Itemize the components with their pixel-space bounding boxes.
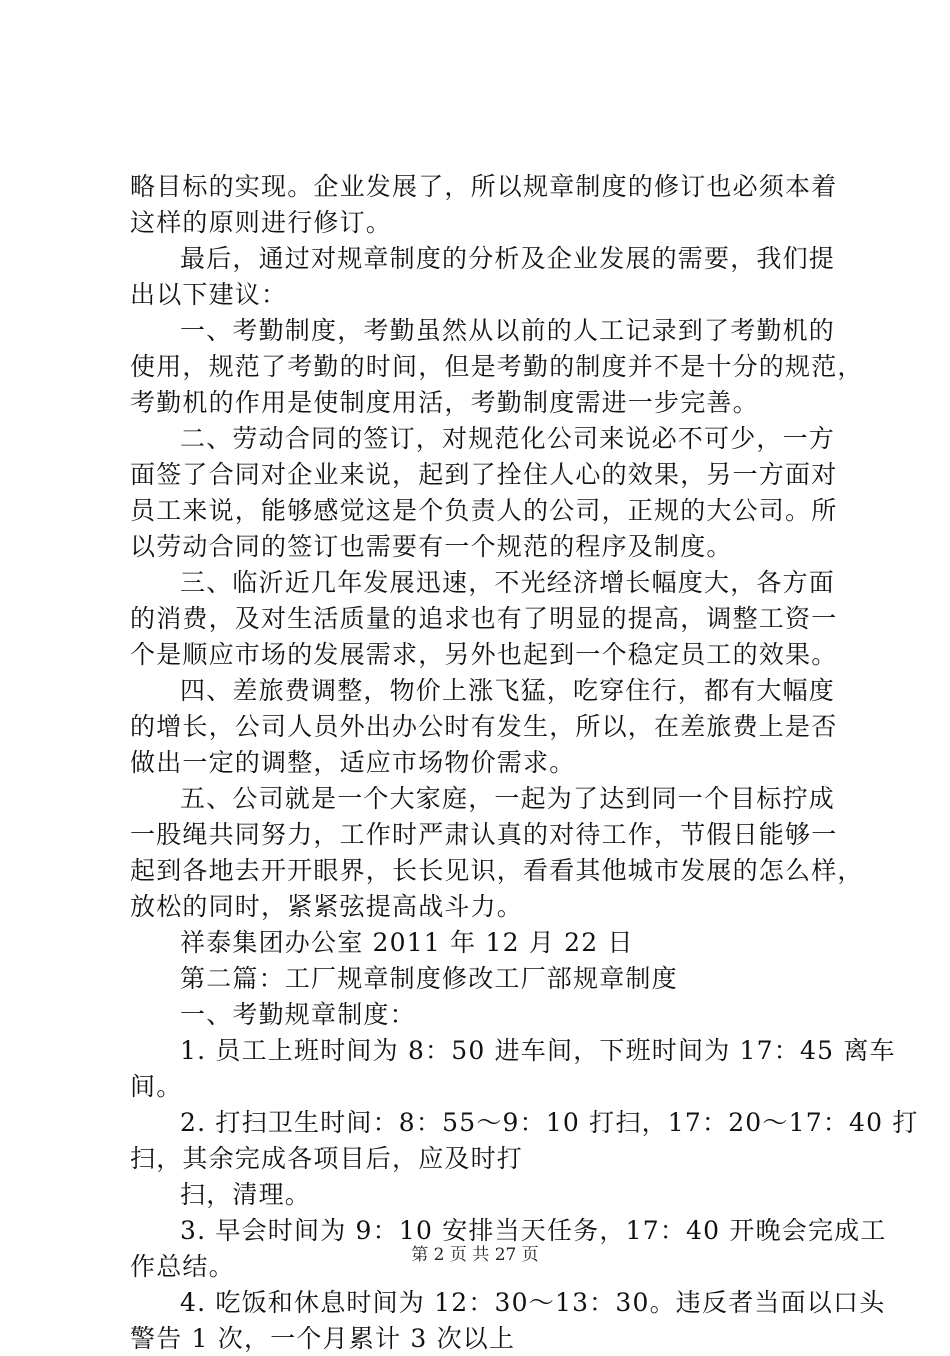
text-line: 最后，通过对规章制度的分析及企业发展的需要，我们提 — [180, 244, 836, 273]
section-heading: 第二篇：工厂规章制度修改工厂部规章制度 — [180, 964, 678, 993]
text-line: 扫，其余完成各项目后，应及时打 — [130, 1144, 524, 1173]
text-line: 三、临沂近几年发展迅速，不光经济增长幅度大，各方面 — [180, 568, 836, 597]
text-line: 以劳动合同的签订也需要有一个规范的程序及制度。 — [130, 532, 733, 561]
text-line: 的增长，公司人员外出办公时有发生，所以，在差旅费上是否 — [130, 712, 838, 741]
text-line: 作总结。 — [130, 1252, 235, 1281]
text-line: 做出一定的调整，适应市场物价需求。 — [130, 748, 576, 777]
text-line: 一、考勤制度，考勤虽然从以前的人工记录到了考勤机的 — [180, 316, 836, 345]
text-line: 考勤机的作用是使制度用活，考勤制度需进一步完善。 — [130, 388, 759, 417]
text-line: 2. 打扫卫生时间：8：55～9：10 打扫，17：20～17：40 打 — [180, 1108, 919, 1137]
text-line: 面签了合同对企业来说，起到了拴住人心的效果，另一方面对 — [130, 460, 838, 489]
text-line: 扫，清理。 — [180, 1180, 312, 1209]
text-line: 1. 员工上班时间为 8：50 进车间，下班时间为 17：45 离车 — [180, 1036, 896, 1065]
text-line: 五、公司就是一个大家庭，一起为了达到同一个目标拧成 — [180, 784, 836, 813]
text-line: 这样的原则进行修订。 — [130, 208, 393, 237]
text-line: 3. 早会时间为 9：10 安排当天任务，17：40 开晚会完成工 — [180, 1216, 887, 1245]
subsection-heading: 一、考勤规章制度： — [180, 1000, 416, 1029]
text-line: 四、差旅费调整，物价上涨飞猛，吃穿住行，都有大幅度 — [180, 676, 836, 705]
signature-line: 祥泰集团办公室 2011 年 12 月 22 日 — [180, 928, 634, 957]
text-line: 起到各地去开开眼界，长长见识，看看其他城市发展的怎么样， — [130, 856, 864, 885]
text-line: 一股绳共同努力，工作时严肃认真的对待工作，节假日能够一 — [130, 820, 838, 849]
text-line: 警告 1 次，一个月累计 3 次以上 — [130, 1324, 516, 1353]
text-line: 4. 吃饭和休息时间为 12：30～13：30。违反者当面以口头 — [180, 1288, 886, 1317]
page-number-footer: 第 2 页 共 27 页 — [411, 1245, 539, 1265]
text-line: 的消费，及对生活质量的追求也有了明显的提高，调整工资一 — [130, 604, 838, 633]
text-line: 略目标的实现。企业发展了，所以规章制度的修订也必须本着 — [130, 172, 838, 201]
text-line: 出以下建议： — [130, 280, 288, 309]
text-line: 间。 — [130, 1072, 183, 1101]
text-line: 使用，规范了考勤的时间，但是考勤的制度并不是十分的规范， — [130, 352, 864, 381]
text-line: 放松的同时，紧紧弦提高战斗力。 — [130, 892, 524, 921]
text-line: 员工来说，能够感觉这是个负责人的公司，正规的大公司。所 — [130, 496, 838, 525]
text-line: 二、劳动合同的签订，对规范化公司来说必不可少，一方 — [180, 424, 836, 453]
text-line: 个是顺应市场的发展需求，另外也起到一个稳定员工的效果。 — [130, 640, 838, 669]
